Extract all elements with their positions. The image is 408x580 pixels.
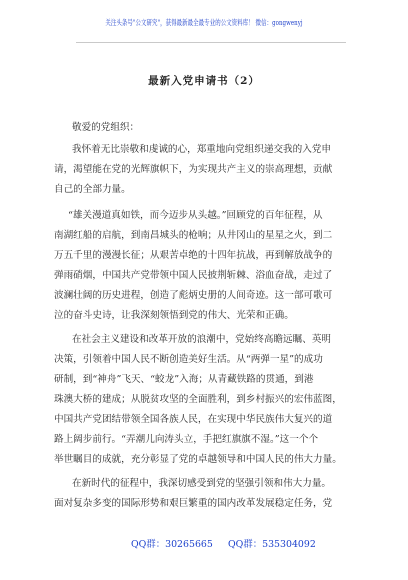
footer-qq-group-1: QQ群：30265665 xyxy=(131,539,213,550)
body-line: 弹雨硝烟，中国共产党带领中国人民披荆斩棘、浴血奋战，走过了 xyxy=(54,270,333,281)
body-line: 面对复杂多变的国际形势和艰巨繁重的国内改革发展稳定任务，党 xyxy=(54,498,333,509)
salutation-line: 敬爱的党组织： xyxy=(72,122,140,133)
body-line: 波澜壮阔的历史进程，创造了彪炳史册的人间奇迹。这一部可歌可 xyxy=(54,290,333,301)
body-line: 万五千里的漫漫长征；从艰苦卓绝的十四年抗战，再到解放战争的 xyxy=(54,250,333,261)
body-line: “雄关漫道真如铁，而今迈步从头越。”回顾党的百年征程，从 xyxy=(68,210,323,221)
body-line: 在新时代的征程中，我深切感受到党的坚强引领和伟大力量。 xyxy=(72,478,332,489)
body-line: 决策，引领着中国人民不断创造美好生活。从“两弹一星”的成功 xyxy=(54,354,323,365)
body-line: 路上阔步前行。“弄潮儿向涛头立，手把红旗旗不湿。”这一个个 xyxy=(54,434,319,445)
body-line: 泣的奋斗史诗，让我深刻领悟到党的伟大、光荣和正确。 xyxy=(54,310,294,321)
footer-qq-group-2: QQ群：535304092 xyxy=(228,539,316,550)
document-title: 最新入党申请书（2） xyxy=(148,75,260,87)
body-line: 南湖红船的启航，到南昌城头的枪响；从井冈山的星星之火，到二 xyxy=(54,230,333,241)
header-divider xyxy=(76,42,346,43)
body-line: 自己的全部力量。 xyxy=(54,184,131,195)
body-line: 我怀着无比崇敬和虔诚的心，郑重地向党组织递交我的入党申 xyxy=(72,144,332,155)
body-line: 在社会主义建设和改革开放的浪潮中，党始终高瞻远瞩、英明 xyxy=(72,334,332,345)
header-promo-note: 关注头条号"公文研究"，获得最新最全最专业的公文资料库！ 微信：gongwenyj xyxy=(105,18,303,27)
body-line: 举世瞩目的成就，充分彰显了党的卓越领导和中国人民的伟大力量。 xyxy=(54,454,342,465)
body-line: 研制，到“神舟”飞天、“蛟龙”入海；从青藏铁路的贯通，到港 xyxy=(54,374,314,385)
body-line: 中国共产党团结带领全国各族人民，在实现中华民族伟大复兴的道 xyxy=(54,414,333,425)
body-line: 珠澳大桥的建成；从脱贫攻坚的全面胜利，到乡村振兴的宏伟蓝图， xyxy=(54,394,342,405)
body-line: 请，渴望能在党的光辉旗帜下，为实现共产主义的崇高理想，贡献 xyxy=(54,164,333,175)
